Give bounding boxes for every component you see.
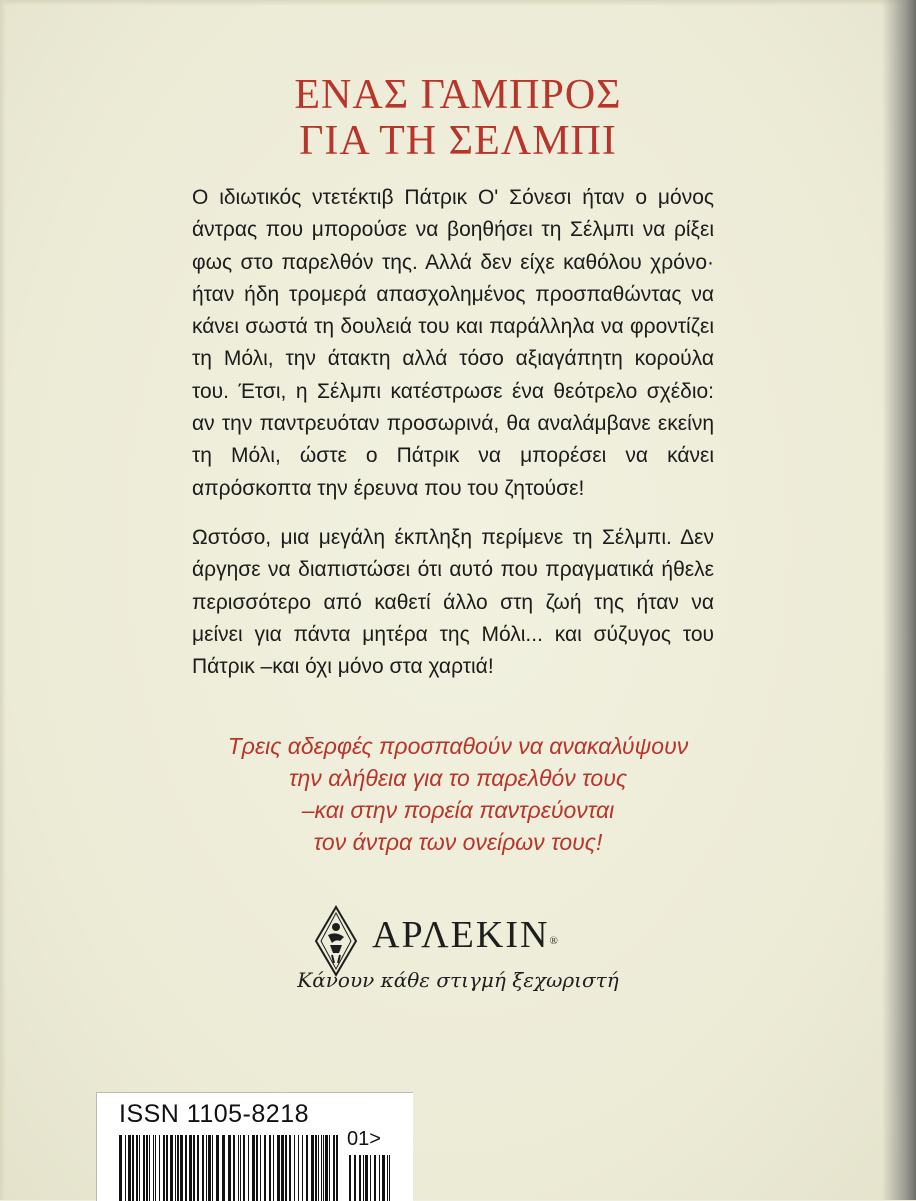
barcode-addon-bars: [349, 1155, 393, 1201]
barcode-bar: [243, 1135, 245, 1201]
tagline-line-2: την αλήθεια για το παρελθόν τους: [288, 765, 628, 791]
barcode-bar: [177, 1135, 179, 1201]
registered-mark: ®: [549, 935, 558, 947]
publisher-name: [372, 912, 558, 958]
barcode-bar: [238, 1135, 239, 1201]
barcode-bar: [349, 1155, 351, 1201]
barcode-bar: [222, 1135, 225, 1201]
barcode-bar: [336, 1135, 338, 1201]
book-title-line-2: ΓΙΑ ΤΗ ΣΕΛΜΠΙ: [299, 118, 617, 164]
barcode-bar: [281, 1135, 284, 1201]
barcode-bar: [302, 1135, 303, 1201]
barcode-bar: [202, 1135, 204, 1201]
cover-top-edge: [0, 0, 916, 6]
barcode-bar: [240, 1135, 241, 1201]
barcode-bar: [153, 1135, 154, 1201]
barcode-bar: [136, 1135, 138, 1201]
barcode-bar: [252, 1135, 255, 1201]
barcode-bar: [163, 1135, 165, 1201]
barcode-bar: [228, 1135, 231, 1201]
tagline-line-3: –και στην πορεία παντρεύονται: [301, 797, 615, 823]
cover-left-edge: [0, 0, 6, 1200]
barcode-bar: [289, 1135, 291, 1201]
barcode-bar: [321, 1135, 322, 1201]
barcode-bar: [363, 1155, 364, 1201]
barcode-bar: [212, 1135, 213, 1201]
barcode-bar: [185, 1135, 187, 1201]
barcode-bar: [180, 1135, 183, 1201]
barcode-bar: [387, 1155, 388, 1201]
barcode-bar: [128, 1135, 131, 1201]
barcode-bar: [333, 1135, 335, 1201]
barcode-bar: [119, 1135, 122, 1201]
blurb-paragraph-1: Ο ιδιωτικός ντετέκτιβ Πάτρικ Ο' Σόνεσι ήταν ο μόνος άντρας που μπορούσε να βοηθήσει τη Σέλμπι να ρίξει φως στο παρελθόν της. Αλλά δεν είχε καθόλου χρόνο· ήταν ήδη τρομερά απασχολημένος προσπαθώντας να κάνει σωστά τη δουλειά του και παράλληλα να φροντίζει τη Μόλι, την άτακτη αλλά τόσο αξιαγάπητη κορούλα του. Έτσι, η Σέλμπι κατέστρωσε ένα θεότρελο σχέδιο: αν την παντρευόταν προσωρινά, θα αναλάμβανε εκείνη τη Μόλι, ώστε ο Πάτρικ να μπορέσει να κάνει απρόσκοπτα την έρευνα που του ζητούσε!: [192, 186, 714, 500]
barcode-addon-arrow: >: [369, 1128, 381, 1150]
barcode-bar: [294, 1135, 295, 1201]
barcode-bar: [306, 1135, 308, 1201]
barcode-bar: [193, 1135, 195, 1201]
tagline-line-4: τον άντρα των ονείρων τους!: [313, 829, 603, 855]
barcode-bar: [125, 1135, 126, 1201]
barcode-bar: [298, 1135, 299, 1201]
barcode-bar: [132, 1135, 134, 1201]
barcode-bar: [269, 1135, 271, 1201]
issn-label: ISSN 1105-8218: [119, 1100, 309, 1128]
tagline-line-1: Τρεις αδερφές προσπαθούν να ανακαλύψουν: [227, 733, 689, 759]
barcode-bar: [323, 1135, 324, 1201]
barcode-bar: [329, 1135, 330, 1201]
barcode-bar: [139, 1135, 140, 1201]
barcode-bar: [325, 1135, 328, 1201]
barcode-bar: [248, 1135, 249, 1201]
barcode-bar: [389, 1155, 390, 1201]
barcode-bar: [155, 1135, 156, 1201]
barcode-bar: [311, 1135, 314, 1201]
barcode-bar: [256, 1135, 258, 1201]
barcode-addon-digits: 01: [347, 1128, 370, 1150]
barcode-bar: [277, 1135, 280, 1201]
barcode-sticker: [96, 1092, 413, 1201]
barcode-bar: [143, 1135, 145, 1201]
barcode-bar: [206, 1135, 207, 1201]
barcode-addon: [347, 1127, 381, 1151]
book-title: [0, 72, 916, 164]
barcode-bar: [189, 1135, 192, 1201]
barcode-bar: [382, 1155, 385, 1201]
barcode-bar: [149, 1135, 150, 1201]
barcode-bar: [197, 1135, 199, 1201]
barcode-bar: [370, 1155, 371, 1201]
barcode-bar: [260, 1135, 261, 1201]
publisher-name-text: ΑΡΛΕΚΙΝ: [372, 914, 550, 956]
barcode-bar: [285, 1135, 287, 1201]
barcode-bar: [359, 1155, 361, 1201]
barcode-bar: [146, 1135, 148, 1201]
barcode-bar: [264, 1135, 266, 1201]
barcode-bar: [208, 1135, 211, 1201]
barcode-bar: [315, 1135, 317, 1201]
blurb-paragraph-2: Ωστόσο, μια μεγάλη έκπληξη περίμενε τη Σέλμπι. Δεν άργησε να διαπιστώσει ότι αυτό που πραγματικά ήθελε περισσότερο από καθετί άλλο στη ζωή της ήταν να μείνει για πάντα μητέρα της Μόλι... και σύζυγος του Πάτρικ –και όχι μόνο στα χαρτιά!: [192, 526, 714, 679]
barcode-bar: [166, 1135, 168, 1201]
cover-right-edge-shadow: [882, 0, 916, 1200]
book-title-line-1: ΕΝΑΣ ΓΑΜΠΡΟΣ: [294, 72, 622, 118]
series-tagline: [0, 730, 916, 858]
barcode-bar: [374, 1155, 376, 1201]
barcode-bar: [216, 1135, 219, 1201]
barcode-bar: [365, 1155, 368, 1201]
barcode-bar: [175, 1135, 176, 1201]
barcode-bar: [354, 1155, 356, 1201]
barcode-bar: [273, 1135, 274, 1201]
barcode-bar: [318, 1135, 319, 1201]
barcode-bar: [233, 1135, 235, 1201]
barcode-bar: [159, 1135, 160, 1201]
publisher-slogan: Κάνουν κάθε στιγμή ξεχωριστή: [297, 968, 619, 992]
barcode-bar: [170, 1135, 173, 1201]
barcode-bar: [379, 1155, 380, 1201]
barcode-main: [119, 1135, 339, 1201]
